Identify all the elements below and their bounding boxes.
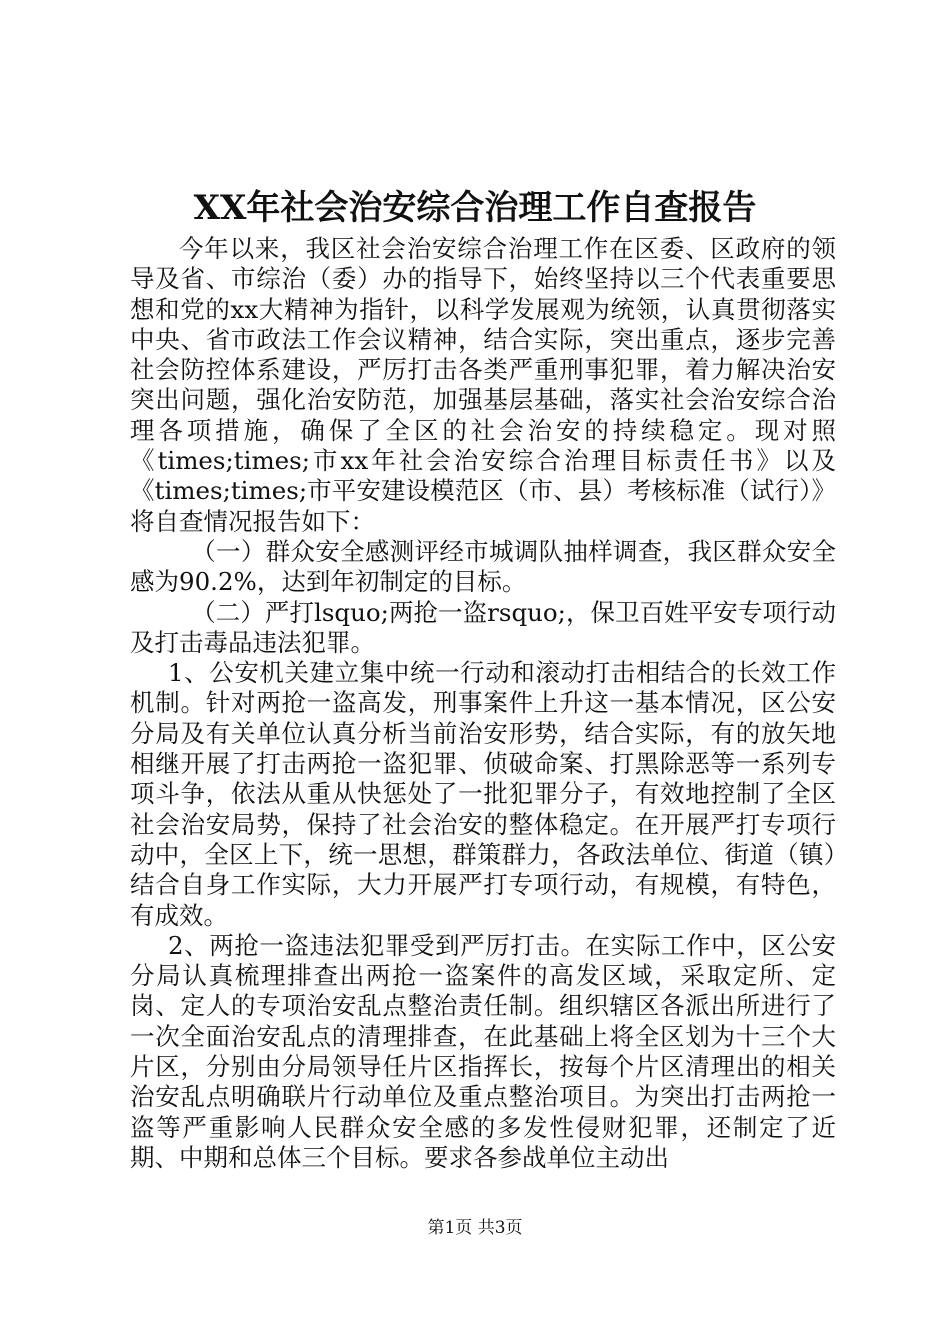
- paragraph-section-1: （一）群众安全感测评经市城调队抽样调查，我区群众安全感为90.2%，达到年初制定的目标。: [130, 536, 836, 597]
- document-body: [130, 234, 836, 1173]
- paragraph-item-2: 2、两抢一盗违法犯罪受到严厉打击。在实际工作中，区公安分局认真梳理排查出两抢一盗案件的高发区域，采取定所、定岗、定人的专项治安乱点整治责任制。组织辖区各派出所进行了一次全面治安乱点的清理排查，在此基础上将全区划为十三个大片区，分别由分局领导任片区指挥长，按每个片区清理出的相关治安乱点明确联片行动单位及重点整治项目。为突出打击两抢一盗等严重影响人民群众安全感的多发性侵财犯罪，还制定了近期、中期和总体三个目标。要求各参战单位主动出: [130, 930, 836, 1172]
- page-footer: 第1页 共3页: [427, 1218, 523, 1238]
- paragraph-section-2: （二）严打lsquo;两抢一盗rsquo;，保卫百姓平安专项行动及打击毒品违法犯罪。: [130, 597, 836, 657]
- paragraph-intro: 今年以来，我区社会治安综合治理工作在区委、区政府的领导及省、市综治（委）办的指导下，始终坚持以三个代表重要思想和党的xx大精神为指针，以科学发展观为统领，认真贯彻落实中央、省市政法工作会议精神，结合实际，突出重点，逐步完善社会防控体系建设，严厉打击各类严重刑事犯罪，着力解决治安突出问题，强化治安防范，加强基层基础，落实社会治安综合治理各项措施，确保了全区的社会治安的持续稳定。现对照《times;times;市xx年社会治安综合治理目标责任书》以及《times;times;市平安建设模范区（市、县）考核标准（试行）》将自查情况报告如下：: [130, 234, 836, 536]
- document-title: XX年社会治安综合治理工作自查报告: [193, 188, 757, 228]
- paragraph-item-1: 1、公安机关建立集中统一行动和滚动打击相结合的长效工作机制。针对两抢一盗高发，刑事案件上升这一基本情况，区公安分局及有关单位认真分析当前治安形势，结合实际，有的放矢地相继开展了打击两抢一盗犯罪、侦破命案、打黑除恶等一系列专项斗争，依法从重从快惩处了一批犯罪分子，有效地控制了全区社会治安局势，保持了社会治安的整体稳定。在开展严打专项行动中，全区上下，统一思想，群策群力，各政法单位、街道（镇）结合自身工作实际，大力开展严打专项行动，有规模，有特色，有成效。: [130, 658, 836, 930]
